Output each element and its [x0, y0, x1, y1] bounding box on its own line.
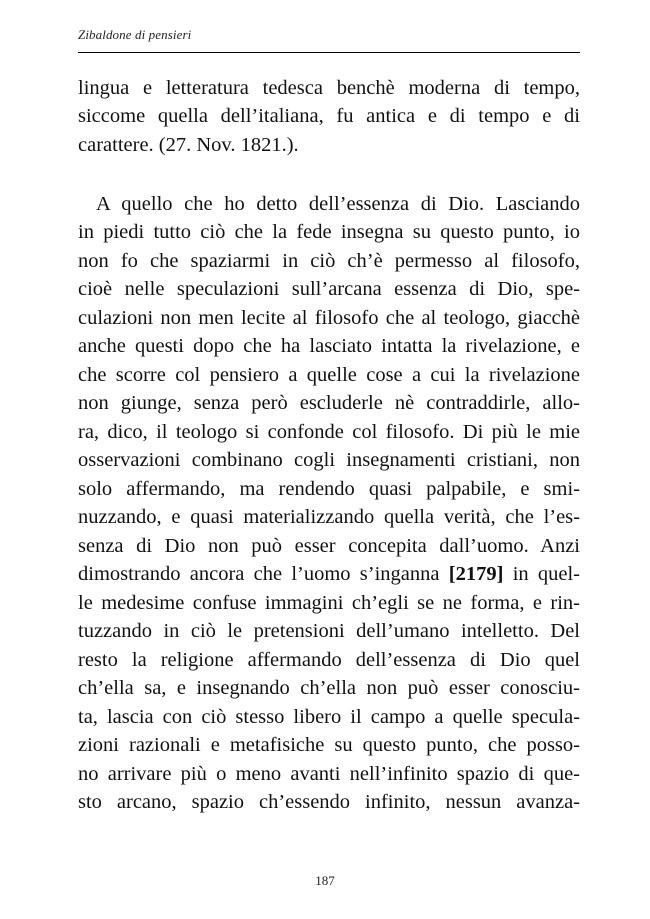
- text-line: lingua e letteratura tedesca benchè moderna di tempo,: [78, 77, 580, 99]
- text-line: in piedi tutto ciò che la fede insegna su questo punto, io: [78, 221, 580, 243]
- text-line: senza di Dio non può esser concepita dall’uomo. Anzi: [78, 535, 580, 557]
- running-head: Zibaldone di pensieri: [78, 27, 192, 42]
- page-number: 187: [315, 873, 335, 888]
- text-line: nuzzando, e quasi materializzando quella verità, che l’es-: [78, 506, 580, 528]
- text-line: che scorre col pensiero a quelle cose a cui la rivelazione: [78, 364, 580, 386]
- page-reference: [2179]: [448, 563, 504, 585]
- text-line: siccome quella dell’italiana, fu antica e di tempo e di: [78, 105, 580, 127]
- text-line: zioni razionali e metafisiche su questo punto, che posso-: [78, 734, 580, 756]
- text-line: solo affermando, ma rendendo quasi palpabile, e smi-: [78, 478, 580, 500]
- text-line: ra, dico, il teologo si confonde col filosofo. Di più le mie: [78, 421, 580, 443]
- text-line: A quello che ho detto dell’essenza di Dio. Lasciando: [96, 193, 580, 215]
- text-line: carattere. (27. Nov. 1821.).: [78, 134, 299, 156]
- text-line: non fo che spaziarmi in ciò ch’è permesso al filosofo,: [78, 250, 580, 272]
- text-segment: dimostrando ancora che l’uomo s’inganna: [78, 563, 440, 585]
- text-line: cioè nelle speculazioni sull’arcana essenza di Dio, spe-: [78, 278, 580, 300]
- text-line: sto arcano, spazio ch’essendo infinito, nessun avanza-: [78, 791, 580, 813]
- text-line: osservazioni combinano cogli insegnamenti cristiani, non: [78, 449, 580, 471]
- text-line: le medesime confuse immagini ch’egli se ne forma, e rin-: [78, 592, 580, 614]
- text-line: tuzzando in ciò le pretensioni dell’umano intelletto. Del: [78, 620, 580, 642]
- text-line: resto la religione affermando dell’essenza di Dio quel: [78, 649, 580, 671]
- text-line: ch’ella sa, e insegnando ch’ella non può esser conosciu-: [78, 677, 580, 699]
- text-line-with-reference: [78, 560, 580, 588]
- text-line: anche questi dopo che ha lasciato intatta la rivelazione, e: [78, 335, 580, 357]
- text-line: non giunge, senza però escluderle nè contraddirle, allo-: [78, 392, 580, 414]
- text-line: culazioni non men lecite al filosofo che al teologo, giacchè: [78, 307, 580, 329]
- header-rule: [78, 52, 580, 53]
- text-segment: in quel-: [512, 563, 581, 585]
- text-line: no arrivare più o meno avanti nell’infinito spazio di que-: [78, 763, 580, 785]
- text-line: ta, lascia con ciò stesso libero il campo a quelle specula-: [78, 706, 580, 728]
